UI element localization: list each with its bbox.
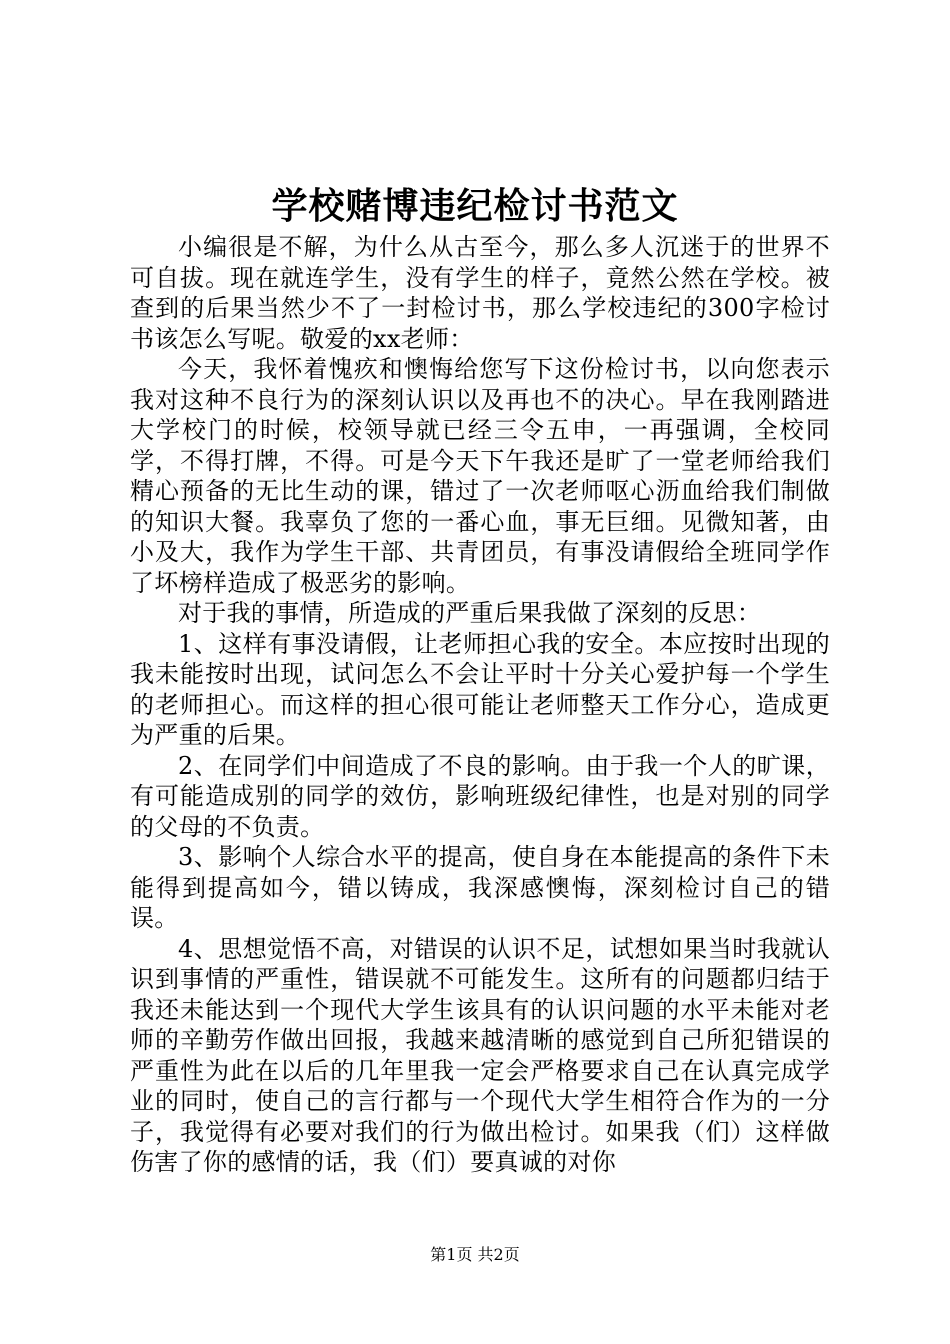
paragraph-point-1: 1、这样有事没请假，让老师担心我的安全。本应按时出现的我未能按时出现，试问怎么不会让平时十分关心爱护每一个学生的老师担心。而这样的担心很可能让老师整天工作分心，造成更为严重的后果。: [130, 629, 830, 749]
paragraph-point-4: 4、思想觉悟不高，对错误的认识不足，试想如果当时我就认识到事情的严重性，错误就不可能发生。这所有的问题都归结于我还未能达到一个现代大学生该具有的认识问题的水平未能对老师的辛勤劳作做出回报，我越来越清晰的感觉到自己所犯错误的严重性为此在以后的几年里我一定会严格要求自己在认真完成学业的同时，使自己的言行都与一个现代大学生相符合作为的一分子，我觉得有必要对我们的行为做出检讨。如果我（们）这样做伤害了你的感情的话，我（们）要真诚的对你: [130, 934, 830, 1176]
document-body: [130, 232, 830, 1178]
paragraph-reflection: 对于我的事情，所造成的严重后果我做了深刻的反思：: [178, 599, 762, 627]
paragraph-intro: 小编很是不解，为什么从古至今，那么多人沉迷于的世界不可自拔。现在就连学生，没有学生的样子，竟然公然在学校。被查到的后果当然少不了一封检讨书，那么学校违纪的300字检讨书该怎么写呢。敬爱的xx老师：: [130, 233, 830, 353]
paragraph-point-2: 2、在同学们中间造成了不良的影响。由于我一个人的旷课，有可能造成别的同学的效仿，影响班级纪律性，也是对别的同学的父母的不负责。: [130, 751, 830, 841]
paragraph-main: 今天，我怀着愧疚和懊悔给您写下这份检讨书，以向您表示我对这种不良行为的深刻认识以及再也不的决心。早在我刚踏进大学校门的时候，校领导就已经三令五申，一再强调，全校同学，不得打牌，不得。可是今天下午我还是旷了一堂老师给我们精心预备的无比生动的课，错过了一次老师呕心沥血给我们制做的知识大餐。我辜负了您的一番心血，事无巨细。见微知著，由小及大，我作为学生干部、共青团员，有事没请假给全班同学作了坏榜样造成了极恶劣的影响。: [130, 355, 830, 597]
paragraph-point-3: 3、影响个人综合水平的提高，使自身在本能提高的条件下未能得到提高如今，错以铸成，我深感懊悔，深刻检讨自己的错误。: [130, 843, 830, 932]
document-title: 学校赌博违纪检讨书范文: [271, 185, 679, 227]
page-footer: 第1页 共2页: [430, 1245, 520, 1264]
